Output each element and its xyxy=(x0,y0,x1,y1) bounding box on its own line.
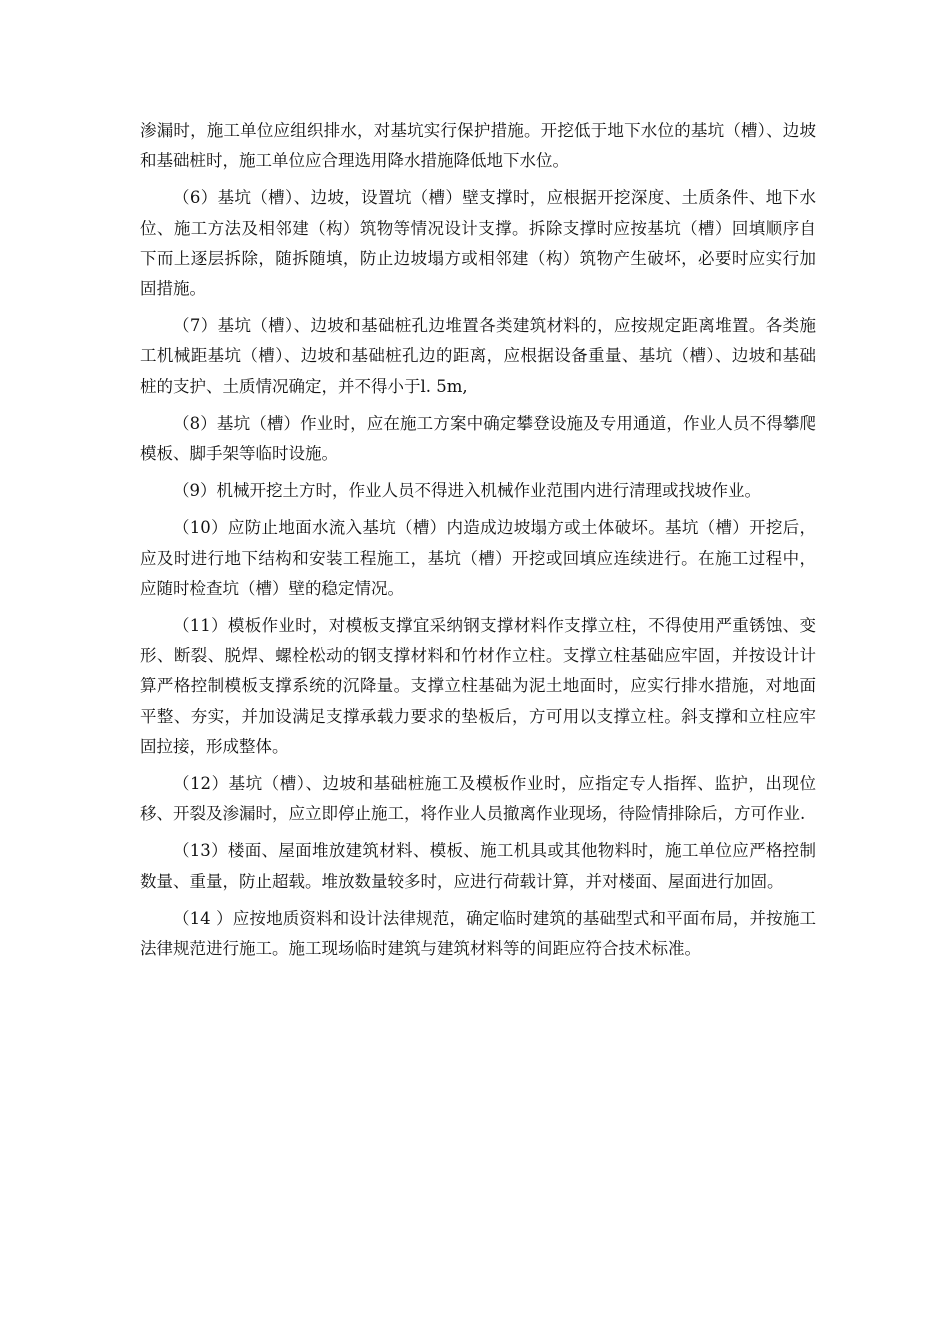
paragraph-item-11: （11）模板作业时，对模板支撑宜采纳钢支撑材料作支撑立柱，不得使用严重锈蚀、变形、断裂、脱焊、螺栓松动的钢支撑材料和竹材作立柱。支撑立柱基础应牢固，并按设计计算严格控制模板支撑系统的沉降量。支撑立柱基础为泥土地面时，应实行排水措施，对地面平整、夯实，并加设满足支撑承载力要求的垫板后，方可用以支撑立柱。斜支撑和立柱应牢固拉接，形成整体。 xyxy=(140,616,816,756)
paragraph-item-6: （6）基坑（槽）、边坡，设置坑（槽）壁支撑时，应根据开挖深度、土质条件、地下水位、施工方法及相邻建（构）筑物等情况设计支撑。拆除支撑时应按基坑（槽）回填顺序自下而上逐层拆除，随拆随填，防止边坡塌方或相邻建（构）筑物产生破坏，必要时应实行加固措施。 xyxy=(140,188,816,299)
document-page xyxy=(140,116,816,971)
paragraph-item-9: （9）机械开挖土方时，作业人员不得进入机械作业范围内进行清理或找坡作业。 xyxy=(173,481,761,501)
paragraph-item-8: （8）基坑（槽）作业时，应在施工方案中确定攀登设施及专用通道，作业人员不得攀爬模板、脚手架等临时设施。 xyxy=(140,413,816,464)
paragraph-item-14: （14 ）应按地质资料和设计法律规范，确定临时建筑的基础型式和平面布局，并按施工法律规范进行施工。施工现场临时建筑与建筑材料等的间距应符合技术标准。 xyxy=(140,908,816,959)
paragraph-item-12: （12）基坑（槽）、边坡和基础桩施工及模板作业时，应指定专人指挥、监护，出现位移、开裂及渗漏时，应立即停止施工，将作业人员撤离作业现场，待险情排除后，方可作业. xyxy=(140,774,816,824)
paragraph-item-10: （10）应防止地面水流入基坑（槽）内造成边坡塌方或土体破坏。基坑（槽）开挖后，应及时进行地下结构和安装工程施工，基坑（槽）开挖或回填应连续进行。在施工过程中，应随时检查坑（槽）壁的稳定情况。 xyxy=(140,518,816,598)
paragraph-item-7: （7）基坑（槽）、边坡和基础桩孔边堆置各类建筑材料的，应按规定距离堆置。各类施工机械距基坑（槽）、边坡和基础桩孔边的距离，应根据设备重量、基坑（槽）、边坡和基础桩的支护、土质情况确定，并不得小于l. 5m, xyxy=(140,316,816,396)
paragraph-continuation: 渗漏时，施工单位应组织排水，对基坑实行保护措施。开挖低于地下水位的基坑（槽）、边坡和基础桩时，施工单位应合理选用降水措施降低地下水位。 xyxy=(140,121,816,171)
paragraph-item-13: （13）楼面、屋面堆放建筑材料、模板、施工机具或其他物料时，施工单位应严格控制数量、重量，防止超载。堆放数量较多时，应进行荷载计算，并对楼面、屋面进行加固。 xyxy=(140,841,816,891)
